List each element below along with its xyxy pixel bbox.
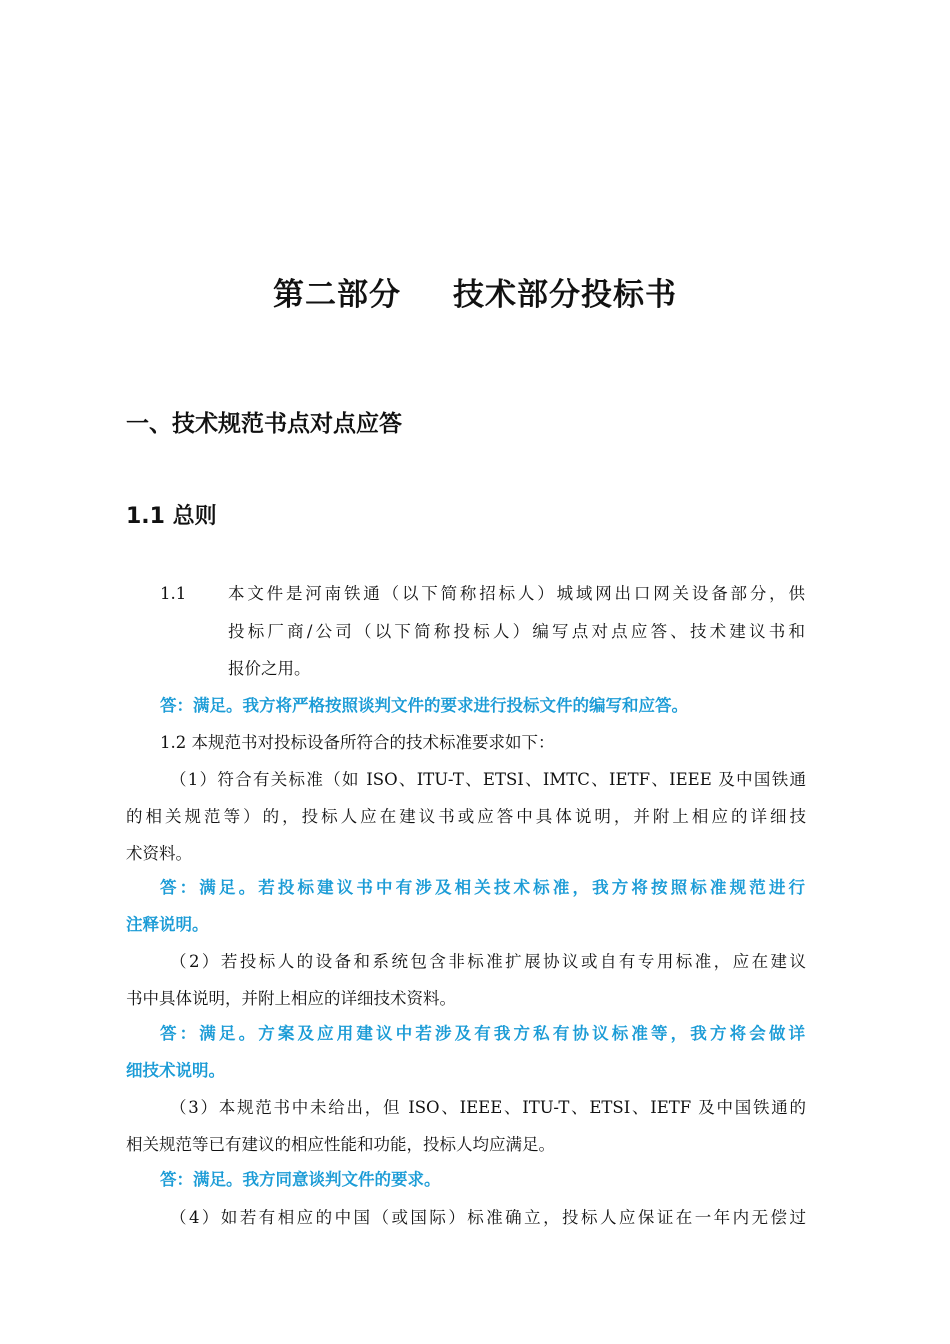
answer-line: 答：满足。我方将严格按照谈判文件的要求进行投标文件的编写和应答。: [160, 696, 688, 715]
item-line: （4）如若有相应的中国（或国际）标准确立，投标人应保证在一年内无偿过: [170, 1208, 806, 1227]
item-line: （3）本规范书中未给出，但 ISO、IEEE、ITU-T、ETSI、IETF 及中国铁通的: [170, 1098, 806, 1117]
item-line: 书中具体说明，并附上相应的详细技术资料。: [126, 989, 456, 1008]
document-title: [0, 273, 950, 317]
answer-line: 答：满足。我方同意谈判文件的要求。: [160, 1170, 441, 1189]
answer-line: 答：满足。若投标建议书中有涉及相关技术标准，我方将按照标准规范进行: [160, 878, 805, 897]
item-line: （2）若投标人的设备和系统包含非标准扩展协议或自有专用标准，应在建议: [170, 952, 806, 971]
item-line: 的相关规范等）的，投标人应在建议书或应答中具体说明，并附上相应的详细技: [126, 807, 806, 826]
title-name: 技术部分投标书: [453, 277, 677, 313]
clause-line: 本文件是河南铁通（以下简称招标人）城域网出口网关设备部分，供: [228, 584, 805, 603]
item-line: 术资料。: [126, 844, 192, 863]
title-part: 第二部分: [273, 277, 401, 313]
section-heading: 一、技术规范书点对点应答: [126, 411, 402, 437]
item-line: 相关规范等已有建议的相应性能和功能，投标人均应满足。: [126, 1135, 555, 1154]
answer-line: 答：满足。方案及应用建议中若涉及有我方私有协议标准等，我方将会做详: [160, 1024, 805, 1043]
item-line: （1）符合有关标准（如 ISO、ITU-T、ETSI、IMTC、IETF、IEEE 及中国铁通: [170, 770, 806, 789]
clause-line: 报价之用。: [228, 659, 311, 678]
subsection-heading: 1.1 总则: [126, 504, 217, 529]
clause-line: 投标厂商/公司（以下简称投标人）编写点对点应答、技术建议书和: [228, 622, 805, 641]
clause-number: 1.1: [160, 584, 187, 603]
answer-line: 细技术说明。: [126, 1061, 225, 1080]
answer-line: 注释说明。: [126, 915, 209, 934]
clause-intro: 1.2 本规范书对投标设备所符合的技术标准要求如下：: [160, 733, 555, 752]
